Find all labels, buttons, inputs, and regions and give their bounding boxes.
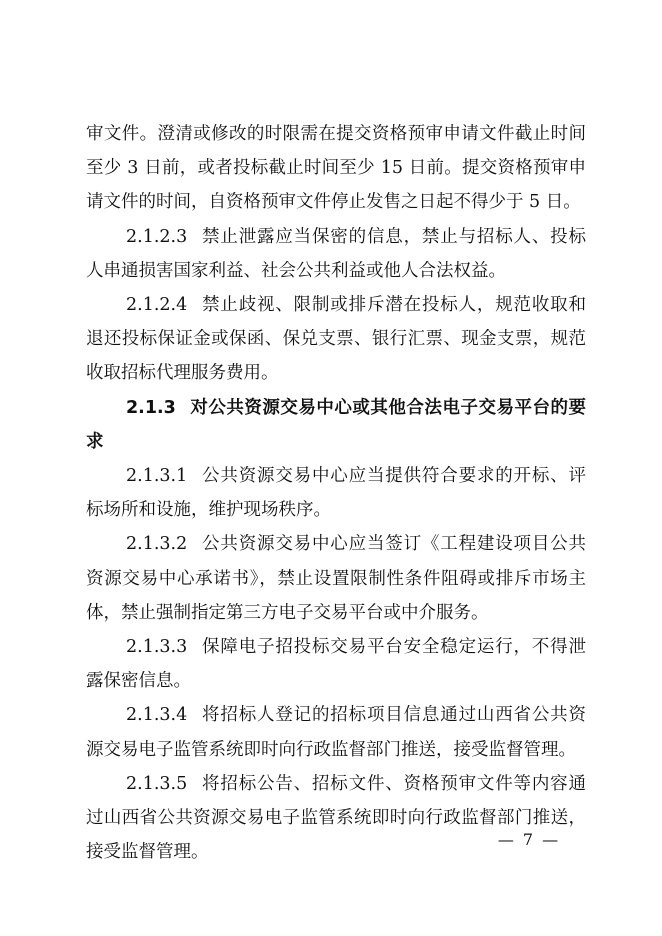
clause-number: 2.1.3.1 [126,466,188,487]
clause-number: 2.1.3.2 [126,534,188,555]
section-title: 对公共资源交易中心或其他合法电子交易平台的要求 [86,397,586,452]
clause-2-1-2-3 [86,220,586,288]
page-number: — 7 — [497,830,561,849]
section-heading-2-1-3 [86,391,586,459]
paragraph-text: 审文件。澄清或修改的时限需在提交资格预审申请文件截止时间至少 3 日前，或者投标截止时间至少 15 日前。提交资格预审申请文件的时间，自资格预审文件停止发售之日起不得少于 5 日。 [86,124,586,213]
section-number: 2.1.3 [126,397,176,418]
clause-number: 2.1.3.4 [126,705,188,726]
clause-text: 公共资源交易中心应当签订《工程建设项目公共资源交易中心承诺书》，禁止设置限制性条件阻碍或排斥市场主体，禁止强制指定第三方电子交易平台或中介服务。 [86,534,586,623]
paragraph-continuation [86,117,586,220]
clause-text: 将招标公告、招标文件、资格预审文件等内容通过山西省公共资源交易电子监管系统即时向行政监督部门推送，接受监督管理。 [86,773,586,863]
clause-text: 禁止歧视、限制或排斥潜在投标人，规范收取和退还投标保证金或保函、保兑支票、银行汇票、现金支票，规范收取招标代理服务费用。 [86,295,586,384]
clause-text: 公共资源交易中心应当提供符合要求的开标、评标场所和设施，维护现场秩序。 [86,466,586,521]
clause-2-1-3-2 [86,527,586,630]
clause-2-1-3-1 [86,459,586,527]
clause-number: 2.1.2.4 [126,295,188,316]
clause-2-1-2-4 [86,288,586,391]
clause-2-1-3-3 [86,630,586,698]
clause-text: 保障电子招投标交易平台安全稳定运行，不得泄露保密信息。 [86,637,586,692]
clause-text: 将招标人登记的招标项目信息通过山西省公共资源交易电子监管系统即时向行政监督部门推送，接受监督管理。 [86,705,586,760]
clause-2-1-3-5 [86,767,586,870]
clause-number: 2.1.3.3 [126,637,188,658]
clause-2-1-3-4 [86,698,586,766]
clause-number: 2.1.2.3 [126,226,188,247]
clause-text: 禁止泄露应当保密的信息，禁止与招标人、投标人串通损害国家利益、社会公共利益或他人合法权益。 [86,226,586,281]
clause-number: 2.1.3.5 [126,773,188,794]
document-body [86,117,586,869]
